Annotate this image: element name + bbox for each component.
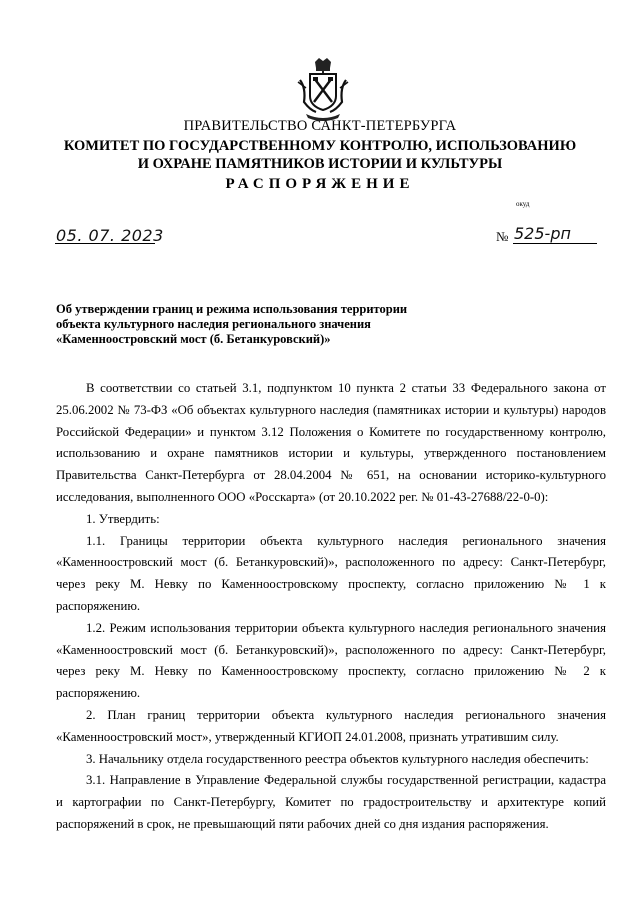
committee-name-line2: И ОХРАНЕ ПАМЯТНИКОВ ИСТОРИИ И КУЛЬТУРЫ <box>137 156 503 172</box>
subject-line1: Об утверждении границ и режима использования территории <box>56 302 408 316</box>
paragraph-preamble: В соответствии со статьей 3.1, подпунктом 10 пункта 2 статьи 33 Федерального закона от 25.06.2002 № 73-ФЗ «Об объектах культурного наследия (памятниках истории и культуры) народов Российской Федерации» и пунктом 3.12 Положения о Комитете по государственному контролю, использованию и охране памятников истории и культуры, утвержденного постановлением Правительства Санкт-Петербурга от 28.04.2004 № 651, на основании историко-культурного исследования, выполненного ООО «Росскарта» (от 20.10.2022 рег. № 01-43-27688/22-0-0): <box>56 381 606 504</box>
paragraph-1-2: 1.2. Режим использования территории объекта культурного наследия регионального значения «Каменноостровский мост (б. Бетанкуровский)», расположенного по адресу: Санкт-Петербург, через реку М. Невку по Каменноостровскому проспекту, согласно приложению № 2 к распоряжению. <box>56 620 606 701</box>
paragraph-2: 2. План границ территории объекта культурного наследия регионального значения «Каменноостровский мост», утвержденный КГИОП 24.01.2008, признать утратившим силу. <box>56 707 606 744</box>
date-underline <box>55 243 155 244</box>
subject-line3: «Каменноостровский мост (б. Бетанкуровский)» <box>56 332 331 346</box>
paragraph-3: 3. Начальнику отдела государственного реестра объектов культурного наследия обеспечить: <box>86 751 589 766</box>
paragraph-3-1: 3.1. Направление в Управление Федеральной службы государственной регистрации, кадастра и картографии по Санкт-Петербургу, Комитет по градостроительству и архитектуре копий распоряжений в срок, не превышающий пяти рабочих дней со дня издания распоряжения. <box>56 773 606 831</box>
coat-of-arms-emblem <box>296 58 350 124</box>
paragraph-1-1: 1.1. Границы территории объекта культурного наследия регионального значения «Каменноостровский мост (б. Бетанкуровский)», расположенного по адресу: Санкт-Петербург, через реку М. Невку по Каменноостровскому проспекту, согласно приложению № 1 к распоряжению. <box>56 533 606 613</box>
document-type: РАСПОРЯЖЕНИЕ <box>225 176 415 192</box>
committee-name <box>0 137 640 173</box>
document-body <box>56 378 606 836</box>
okud-label: окуд <box>516 200 530 208</box>
document-subject <box>56 302 416 347</box>
document-number: 525-рп <box>514 224 571 243</box>
subject-line2: объекта культурного наследия регионального значения <box>56 317 371 331</box>
government-name: ПРАВИТЕЛЬСТВО САНКТ-ПЕТЕРБУРГА <box>183 118 457 134</box>
committee-name-line1: КОМИТЕТ ПО ГОСУДАРСТВЕННОМУ КОНТРОЛЮ, ИСПОЛЬЗОВАНИЮ <box>63 138 577 154</box>
document-date: 05. 07. 2023 <box>56 226 164 245</box>
paragraph-1: 1. Утвердить: <box>86 511 160 526</box>
number-underline <box>513 243 597 244</box>
number-label: № <box>496 229 509 244</box>
